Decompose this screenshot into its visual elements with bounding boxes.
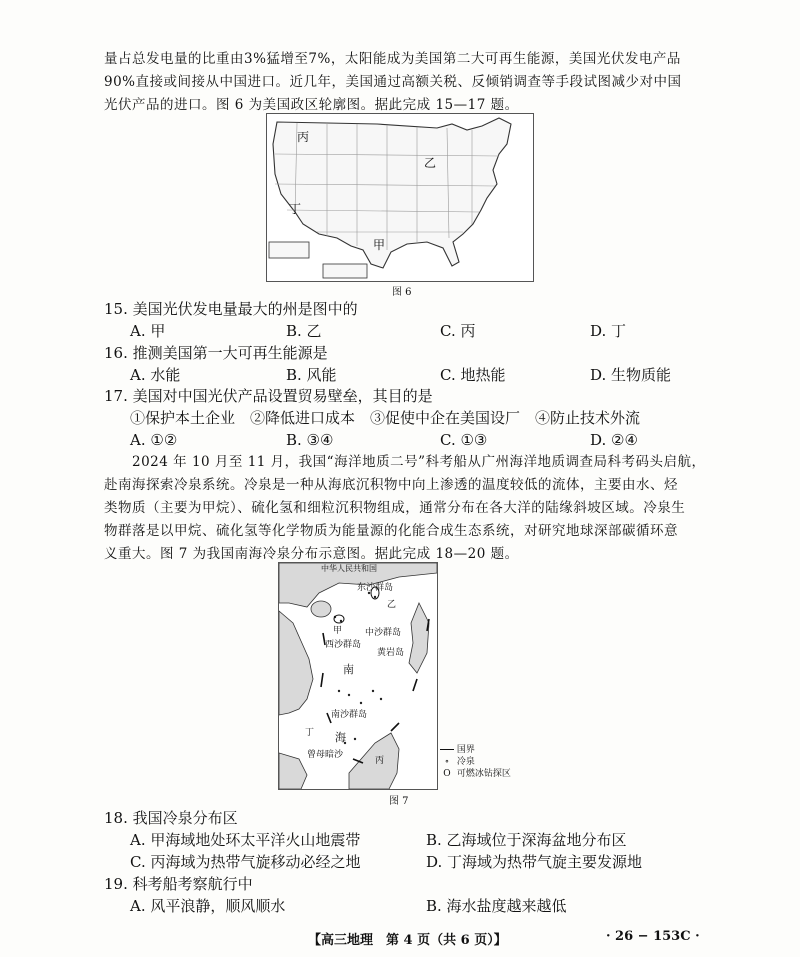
q18-option-b: B. 乙海域位于深海盆地分布区 [426, 831, 627, 849]
q18-stem: 18. 我国冷泉分布区 [104, 809, 238, 827]
map7-label-hai: 海 [335, 731, 346, 744]
legend-border: 国界 [440, 744, 511, 756]
intro2-line-4: 物群落是以甲烷、硫化氢等化学物质为能量源的化能合成生态系统，对研究地球深部碳循环意 [104, 523, 678, 539]
q19-stem: 19. 科考船考察航行中 [104, 875, 253, 893]
map7-label-nansha: 南沙群岛 [331, 710, 368, 720]
intro2-line-2: 赴南海探索冷泉系统。冷泉是一种从海底沉积物中向上渗透的温度较低的流体，主要由水、烃 [104, 477, 678, 493]
map6-label-yi: 乙 [424, 156, 437, 170]
map7-label-zengmu: 曾母暗沙 [307, 750, 344, 760]
legend-seep: ∘ 冷泉 [444, 757, 475, 767]
q15-option-a: A. 甲 [130, 322, 166, 340]
figure-7-caption: 图 7 [389, 796, 409, 807]
map6-label-jia: 甲 [373, 238, 386, 252]
q15-option-c: C. 丙 [440, 322, 476, 340]
figure-7-south-china-sea-map [278, 562, 438, 790]
q17-items: ①保护本土企业 ②降低进口成本 ③促使中企在美国设厂 ④防止技术外流 [130, 409, 641, 427]
map7-label-bing: 丙 [375, 756, 385, 766]
intro2-line-5: 义重大。图 7 为我国南海冷泉分布示意图。据此完成 18—20 题。 [104, 546, 519, 562]
q16-stem: 16. 推测美国第一大可再生能源是 [104, 344, 328, 362]
intro1-line-1: 量占总发电量的比重由3%猛增至7%，太阳能成为美国第二大可再生能源，美国光伏发电产品 [104, 51, 681, 67]
map7-label-dongsha: 东沙群岛 [357, 583, 394, 593]
paper-code: · 26 − 153C · [606, 929, 700, 944]
q17-option-d: D. ②④ [590, 431, 638, 449]
map7-legend [440, 744, 511, 780]
map7-label-ding: 丁 [305, 728, 315, 738]
q16-option-b: B. 风能 [286, 366, 337, 384]
intro2-line-1: 2024 年 10 月至 11 月，我国“海洋地质二号”科考船从广州海洋地质调查局科考码头启航， [104, 454, 706, 470]
south-china-sea-outline [279, 563, 437, 789]
q15-stem: 15. 美国光伏发电量最大的州是图中的 [104, 300, 358, 318]
intro2-line-3: 类物质（主要为甲烷）、硫化氢和细粒沉积物组成，通常分布在各大洋的陆缘斜坡区域。冷泉生 [104, 500, 686, 516]
q19-option-b: B. 海水盐度越来越低 [426, 897, 567, 915]
map7-label-huangyan: 黄岩岛 [377, 648, 405, 658]
figure-6-caption: 图 6 [392, 287, 412, 298]
page-footer: 【高三地理 第 4 页（共 6 页）】 [308, 933, 507, 948]
q16-option-c: C. 地热能 [440, 366, 506, 384]
q18-option-a: A. 甲海域地处环太平洋火山地震带 [130, 831, 361, 849]
q17-option-b: B. ③④ [286, 431, 334, 449]
map7-label-zhongsha: 中沙群岛 [365, 628, 402, 638]
q17-stem: 17. 美国对中国光伏产品设置贸易壁垒，其目的是 [104, 387, 433, 405]
map7-label-yi: 乙 [387, 600, 397, 610]
q17-option-a: A. ①② [130, 431, 178, 449]
q17-option-c: C. ①③ [440, 431, 488, 449]
map7-label-jia: 甲 [333, 626, 343, 636]
map7-label-country: 中华人民共和国 [321, 564, 377, 573]
q18-option-c: C. 丙海域为热带气旋移动必经之地 [130, 853, 361, 871]
q18-option-d: D. 丁海域为热带气旋主要发源地 [426, 853, 643, 871]
map6-label-bing: 丙 [297, 130, 310, 144]
map7-label-xisha: 西沙群岛 [325, 640, 362, 650]
q16-option-d: D. 生物质能 [590, 366, 672, 384]
q15-option-b: B. 乙 [286, 322, 322, 340]
legend-zone: O 可燃冰钻探区 [443, 769, 511, 779]
intro1-line-2: 90%直接或间接从中国进口。近几年，美国通过高额关税、反倾销调查等手段试图减少对中国 [104, 74, 682, 90]
q16-option-a: A. 水能 [130, 366, 181, 384]
figure-6-us-map [266, 113, 534, 282]
q15-option-d: D. 丁 [590, 322, 627, 340]
intro1-line-3: 光伏产品的进口。图 6 为美国政区轮廓图。据此完成 15—17 题。 [104, 97, 519, 113]
q19-option-a: A. 风平浪静，顺风顺水 [130, 897, 286, 915]
map7-label-nan: 南 [343, 663, 354, 676]
map6-label-ding: 丁 [289, 202, 302, 216]
